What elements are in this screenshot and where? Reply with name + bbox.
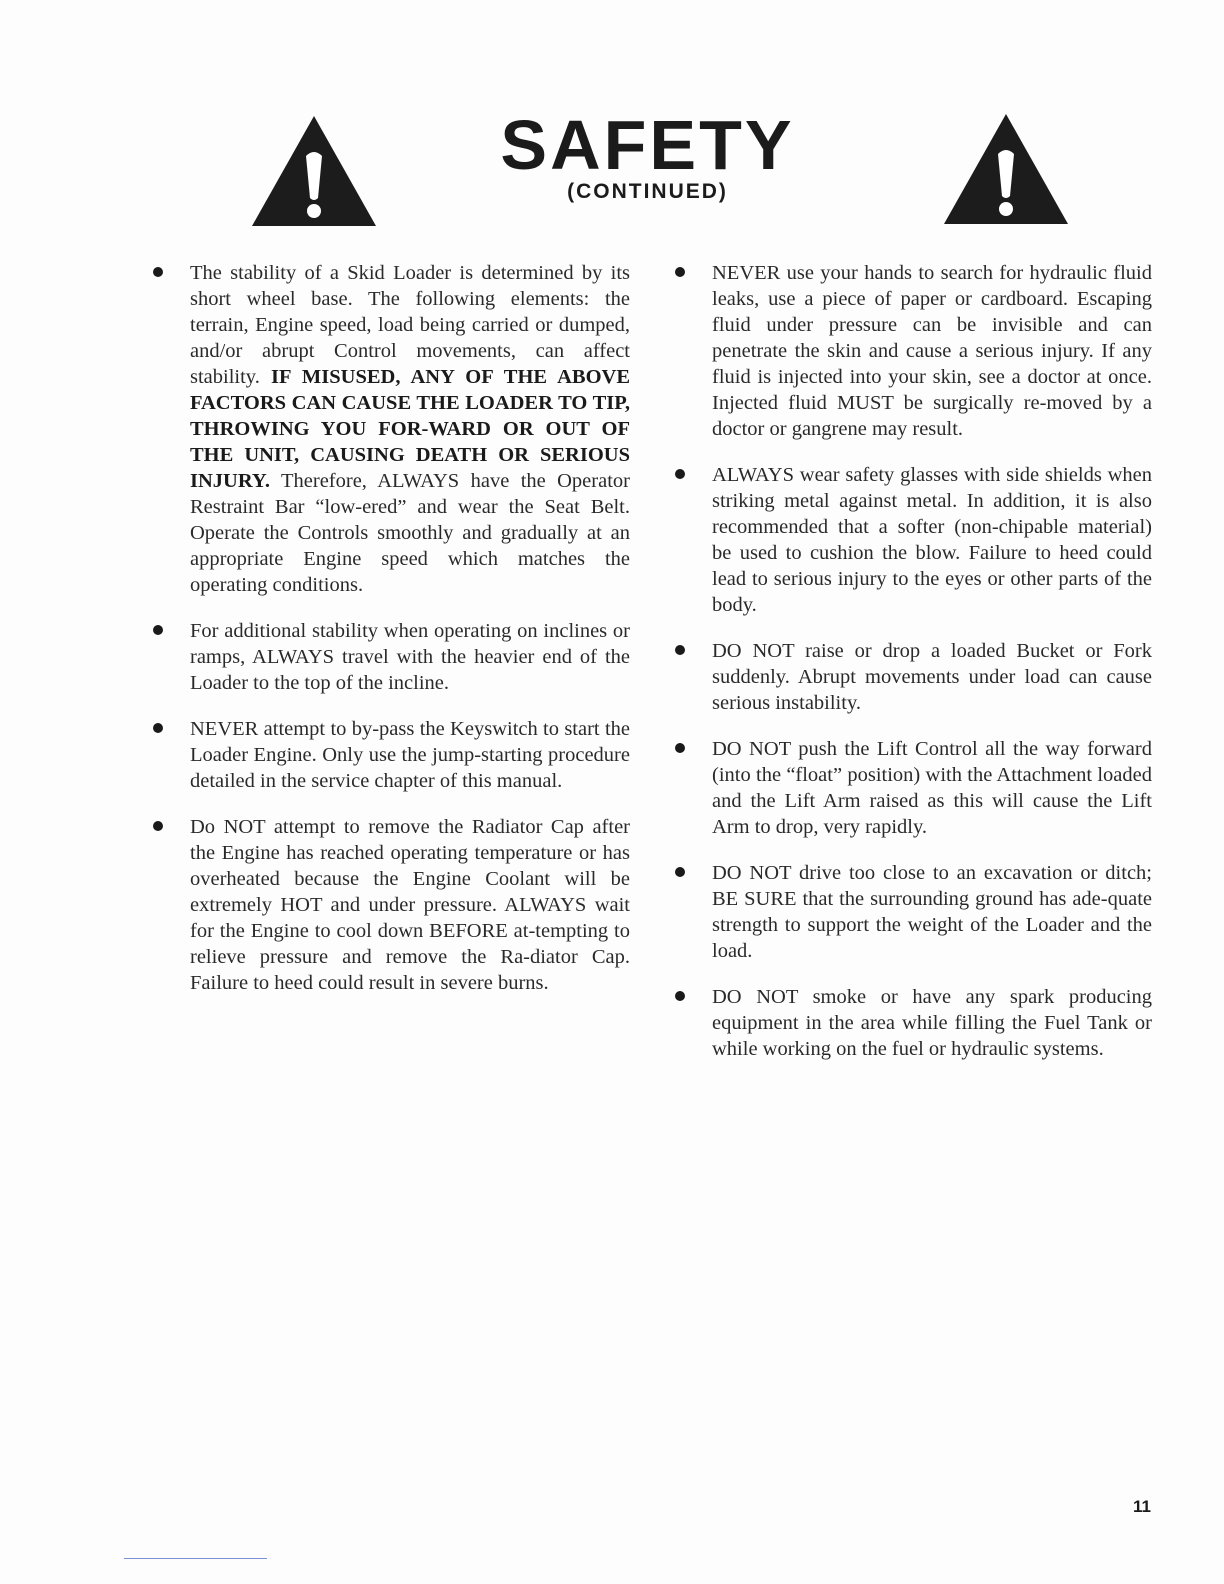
bullet-icon [675,469,685,479]
safety-item-text: For additional stability when operating on inclines or ramps, ALWAYS travel with the heavier end of the Loader to the top of the incline. [190,620,630,694]
warning-triangle-icon [248,110,380,230]
page-number: 11 [1133,1497,1151,1516]
safety-item [190,618,630,696]
title-block [400,106,895,204]
safety-item-text: DO NOT raise or drop a loaded Bucket or Fork suddenly. Abrupt movements under load can cause serious instability. [712,640,1152,714]
right-column [712,260,1152,1082]
safety-item [712,260,1152,442]
safety-item [712,638,1152,716]
bullet-icon [675,267,685,277]
safety-item [712,984,1152,1062]
safety-item-text: Do NOT attempt to remove the Radiator Cap after the Engine has reached operating temperature or has overheated because the Engine Coolant will be extremely HOT and under pressure. ALWAYS wait for the Engine to cool down BEFORE at-tempting to relieve pressure and remove the Ra-diator Cap. Failure to heed could result in severe burns. [190,816,630,994]
safety-item [190,716,630,794]
safety-item [712,736,1152,840]
safety-item-text: The stability of a Skid Loader is determined by its short wheel base. The following elements: the terrain, Engine speed, load being carried or dumped, and/or abrupt Control movements, can affect stability. [190,262,630,388]
safety-item-text: DO NOT smoke or have any spark producing equipment in the area while filling the Fuel Tank or while working on the fuel or hydraulic systems. [712,986,1152,1060]
bullet-icon [153,267,163,277]
page-subtitle: (CONTINUED) [567,180,728,203]
safety-item [190,260,630,598]
safety-item-text: NEVER attempt to by-pass the Keyswitch to start the Loader Engine. Only use the jump-starting procedure detailed in the service chapter of this manual. [190,718,630,792]
footer-divider [124,1558,267,1559]
warning-triangle-icon [940,108,1072,228]
safety-item-text: NEVER use your hands to search for hydraulic fluid leaks, use a piece of paper or cardboard. Escaping fluid under pressure can be invisible and can penetrate the skin and cause a serious injury. If any fluid is injected into your skin, see a doctor at once. Injected fluid MUST be surgically re-moved by a doctor or gangrene may result. [712,262,1152,440]
bullet-icon [675,743,685,753]
safety-item-text: DO NOT push the Lift Control all the way forward (into the “float” position) with the Attachment loaded and the Lift Arm raised as this will cause the Lift Arm to drop, very rapidly. [712,738,1152,838]
safety-item [190,814,630,996]
safety-item-text: DO NOT drive too close to an excavation or ditch; BE SURE that the surrounding ground has ade-quate strength to support the weight of the Loader and the load. [712,862,1152,962]
bullet-icon [153,821,163,831]
bullet-icon [153,625,163,635]
bullet-icon [675,867,685,877]
safety-item [712,860,1152,964]
left-column [190,260,630,1016]
bullet-icon [675,645,685,655]
safety-item [712,462,1152,618]
page-title: SAFETY [500,106,795,184]
bullet-icon [675,991,685,1001]
safety-item-warning: IF MISUSED, ANY OF THE ABOVE FACTORS CAN CAUSE THE LOADER TO TIP, THROWING YOU FOR-WARD OR OUT OF THE UNIT, CAUSING DEATH OR SERIOUS INJURY. [190,366,630,492]
safety-item-text: ALWAYS wear safety glasses with side shields when striking metal against metal. In addition, it is also recommended that a softer (non-chipable material) be used to cushion the blow. Failure to heed could lead to serious injury to the eyes or other parts of the body. [712,464,1152,616]
bullet-icon [153,723,163,733]
safety-item-text: Therefore, ALWAYS have the Operator Restraint Bar “low-ered” and wear the Seat Belt. Operate the Controls smoothly and gradually at an appropriate Engine speed which matches the operating conditions. [190,470,630,596]
